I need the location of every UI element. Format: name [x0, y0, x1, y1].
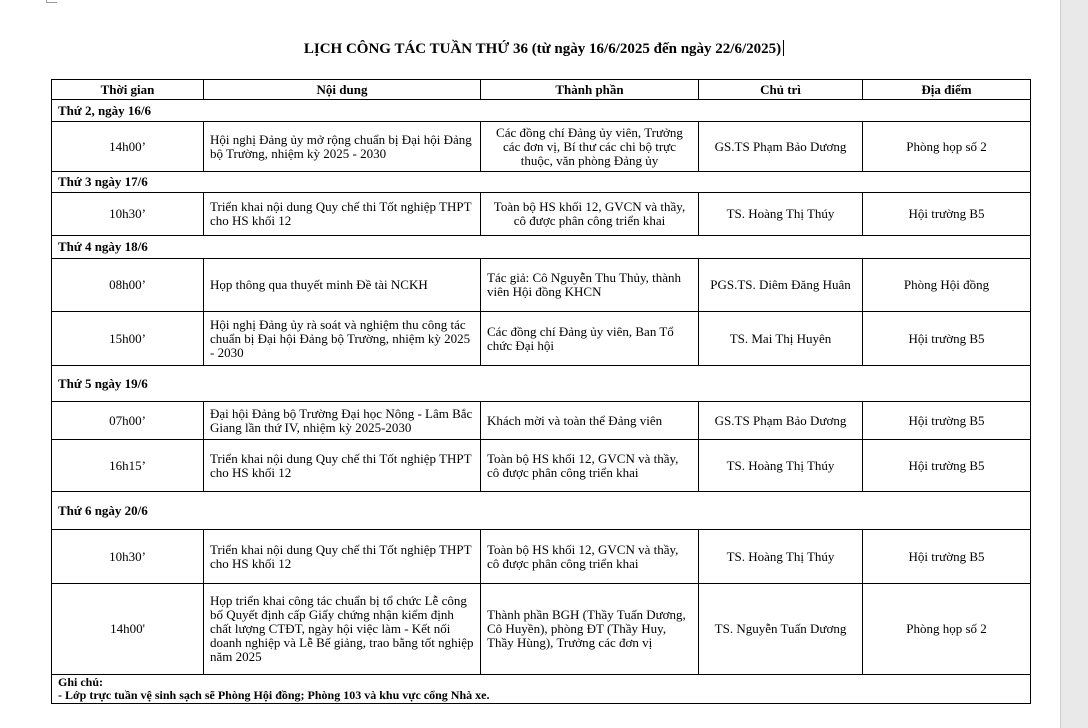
event-time: 16h15’: [52, 440, 204, 492]
event-place: Hội trường B5: [863, 440, 1031, 492]
day-label: Thứ 4 ngày 18/6: [52, 236, 1031, 259]
notes-row: [52, 675, 1031, 704]
event-time: 10h30’: [52, 193, 204, 236]
event-content: Hội nghị Đảng ủy rà soát và nghiệm thu công tác chuẩn bị Đại hội Đảng bộ Trường, nhiệm kỳ 2025 - 2030: [204, 312, 481, 366]
event-content: Đại hội Đảng bộ Trường Đại học Nông - Lâm Bắc Giang lần thứ IV, nhiệm kỳ 2025-2030: [204, 402, 481, 440]
table-row: [52, 122, 1031, 172]
event-chair: TS. Nguyễn Tuấn Dương: [699, 584, 863, 675]
event-members: Các đồng chí Đảng ủy viên, Ban Tổ chức Đại hội: [481, 312, 699, 366]
event-time: 08h00’: [52, 259, 204, 312]
notes-label: Ghi chú:: [58, 675, 104, 689]
event-members: Tác giả: Cô Nguyễn Thu Thủy, thành viên Hội đồng KHCN: [481, 259, 699, 312]
day-label: Thứ 3 ngày 17/6: [52, 172, 1031, 193]
day-row: [52, 366, 1031, 402]
event-content: Triển khai nội dung Quy chế thi Tốt nghiệp THPT cho HS khối 12: [204, 193, 481, 236]
column-header-time: Thời gian: [52, 80, 204, 100]
day-label: Thứ 6 ngày 20/6: [52, 492, 1031, 530]
event-time: 14h00': [52, 584, 204, 675]
event-time: 07h00’: [52, 402, 204, 440]
column-header-content: Nội dung: [204, 80, 481, 100]
page-corner-marker: [46, 0, 57, 3]
column-header-place: Địa điểm: [863, 80, 1031, 100]
day-row: [52, 172, 1031, 193]
day-row: [52, 236, 1031, 259]
page-margin-area: [1060, 0, 1088, 728]
event-content: Hội nghị Đảng ủy mở rộng chuẩn bị Đại hội Đảng bộ Trường, nhiệm kỳ 2025 - 2030: [204, 122, 481, 172]
event-chair: TS. Hoàng Thị Thúy: [699, 440, 863, 492]
event-content: Họp triển khai công tác chuẩn bị tổ chức Lễ công bố Quyết định cấp Giấy chứng nhận kiểm định chất lượng CTĐT, ngày hội việc làm - Kết nối doanh nghiệp và Lễ Bế giảng, trao bằng tốt nghiệp năm 2025: [204, 584, 481, 675]
event-place: Hội trường B5: [863, 402, 1031, 440]
event-place: Hội trường B5: [863, 193, 1031, 236]
schedule-table: [51, 79, 1031, 704]
day-row: [52, 492, 1031, 530]
event-content: Họp thông qua thuyết minh Đề tài NCKH: [204, 259, 481, 312]
event-chair: TS. Hoàng Thị Thúy: [699, 193, 863, 236]
table-row: [52, 440, 1031, 492]
event-place: Phòng họp số 2: [863, 122, 1031, 172]
notes-cell: [52, 675, 1031, 704]
event-time: 10h30’: [52, 530, 204, 584]
table-row: [52, 312, 1031, 366]
event-chair: TS. Mai Thị Huyên: [699, 312, 863, 366]
column-header-chair: Chủ trì: [699, 80, 863, 100]
event-content: Triển khai nội dung Quy chế thi Tốt nghiệp THPT cho HS khối 12: [204, 440, 481, 492]
table-row: [52, 259, 1031, 312]
table-row: [52, 402, 1031, 440]
table-row: [52, 584, 1031, 675]
table-row: [52, 193, 1031, 236]
event-members: Thành phần BGH (Thầy Tuấn Dương, Cô Huyền), phòng ĐT (Thầy Huy, Thầy Hùng), Trưởng các đơn vị: [481, 584, 699, 675]
document-title-line[interactable]: [0, 40, 1088, 58]
day-label: Thứ 2, ngày 16/6: [52, 100, 1031, 122]
event-members: Các đồng chí Đảng ủy viên, Trưởng các đơn vị, Bí thư các chi bộ trực thuộc, văn phòng Đảng ủy: [481, 122, 699, 172]
event-place: Hội trường B5: [863, 530, 1031, 584]
event-members: Khách mời và toàn thể Đảng viên: [481, 402, 699, 440]
notes-line: - Lớp trực tuần vệ sinh sạch sẽ Phòng Hội đồng; Phòng 103 và khu vực cổng Nhà xe.: [58, 688, 490, 702]
event-chair: TS. Hoàng Thị Thúy: [699, 530, 863, 584]
event-place: Phòng họp số 2: [863, 584, 1031, 675]
day-row: [52, 100, 1031, 122]
column-header-members: Thành phần: [481, 80, 699, 100]
table-header-row: [52, 80, 1031, 100]
event-time: 14h00’: [52, 122, 204, 172]
event-chair: GS.TS Phạm Bảo Dương: [699, 402, 863, 440]
event-chair: GS.TS Phạm Bảo Dương: [699, 122, 863, 172]
table-row: [52, 530, 1031, 584]
event-place: Hội trường B5: [863, 312, 1031, 366]
day-label: Thứ 5 ngày 19/6: [52, 366, 1031, 402]
document-title[interactable]: LỊCH CÔNG TÁC TUẦN THỨ 36 (từ ngày 16/6/2025 đến ngày 22/6/2025): [303, 41, 782, 57]
event-members: Toàn bộ HS khối 12, GVCN và thầy, cô được phân công triển khai: [481, 440, 699, 492]
event-members: Toàn bộ HS khối 12, GVCN và thầy, cô được phân công triển khai: [481, 193, 699, 236]
text-cursor: [783, 40, 784, 56]
event-time: 15h00’: [52, 312, 204, 366]
event-members: Toàn bộ HS khối 12, GVCN và thầy, cô được phân công triển khai: [481, 530, 699, 584]
event-place: Phòng Hội đồng: [863, 259, 1031, 312]
event-chair: PGS.TS. Diêm Đăng Huân: [699, 259, 863, 312]
event-content: Triển khai nội dung Quy chế thi Tốt nghiệp THPT cho HS khối 12: [204, 530, 481, 584]
